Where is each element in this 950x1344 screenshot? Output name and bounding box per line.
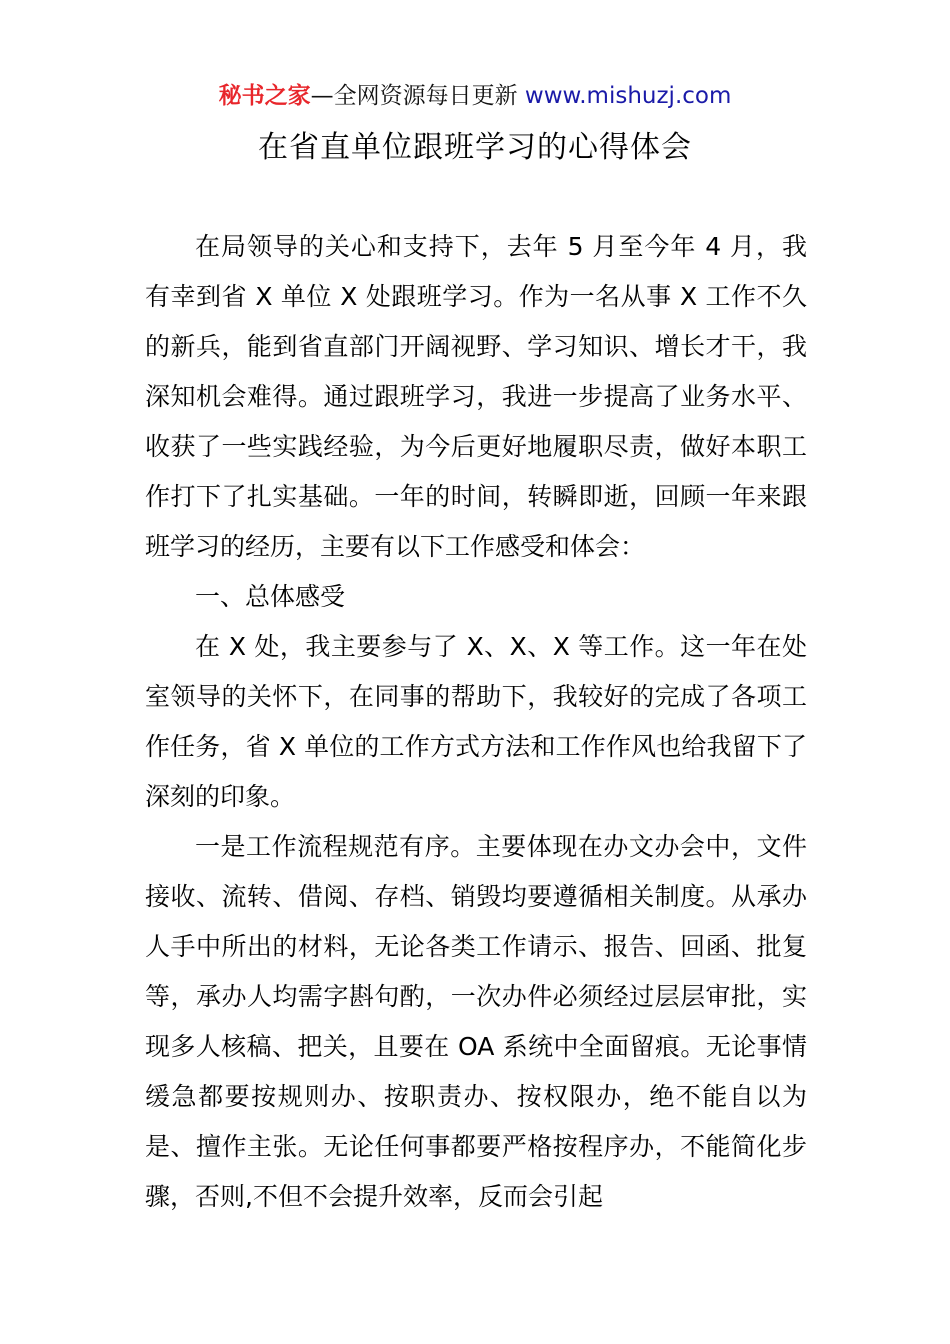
site-slogan: —全网资源每日更新 xyxy=(310,83,525,109)
section-heading-overall: 一、总体感受 xyxy=(195,582,346,611)
site-header xyxy=(0,80,950,112)
site-url-link[interactable]: www.mishuzj.com xyxy=(524,83,732,109)
paragraph-intro: 在局领导的关心和支持下，去年 5 月至今年 4 月，我有幸到省 X 单位 X 处跟班学习。作为一名从事 X 工作不久的新兵，能到省直部门开阔视野、学习知识、增长才干，我深知机会难得。通过跟班学习，我进一步提高了业务水平、收获了一些实践经验，为今后更好地履职尽责，做好本职工作打下了扎实基础。一年的时间，转瞬即逝，回顾一年来跟班学习的经历，主要有以下工作感受和体会： xyxy=(145,232,807,561)
paragraph-overview: 在 X 处，我主要参与了 X、X、X 等工作。这一年在处室领导的关怀下，在同事的帮助下，我较好的完成了各项工作任务，省 X 单位的工作方式方法和工作作风也给我留下了深刻的印象。 xyxy=(145,632,807,811)
brand-name: 秘书之家 xyxy=(218,83,311,109)
paragraph-point-one: 一是工作流程规范有序。主要体现在办文办会中，文件接收、流转、借阅、存档、销毁均要遵循相关制度。从承办人手中所出的材料，无论各类工作请示、报告、回函、批复等，承办人均需字斟句酌，一次办件必须经过层层审批，实现多人核稿、把关，且要在 OA 系统中全面留痕。无论事情缓急都要按规则办、按职责办、按权限办，绝不能自以为是、擅作主张。无论任何事都要严格按程序办，不能简化步骤，否则,不但不会提升效率，反而会引起 xyxy=(145,832,807,1211)
document-title: 在省直单位跟班学习的心得体会 xyxy=(258,130,692,165)
document-body xyxy=(145,222,807,1222)
